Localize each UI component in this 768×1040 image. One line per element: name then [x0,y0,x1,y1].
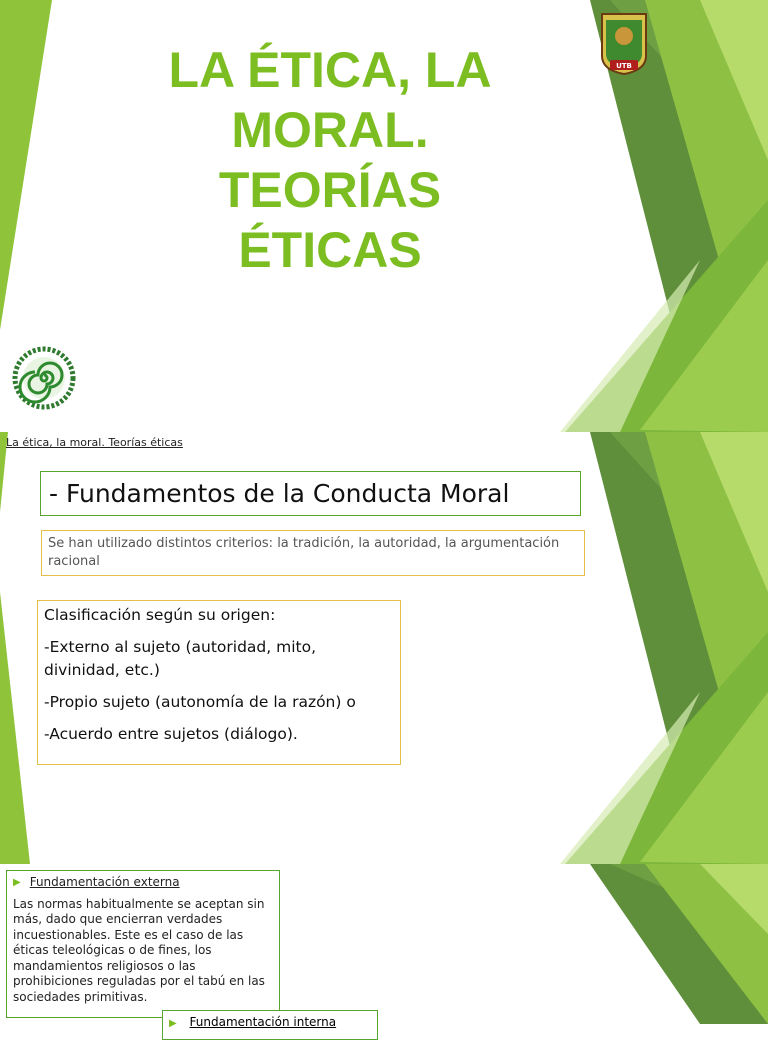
classification-item: -Acuerdo entre sujetos (diálogo). [44,725,298,743]
section-heading: - Fundamentos de la Conducta Moral [40,471,581,516]
institute-logo-icon [12,346,76,410]
title-line-1: LA ÉTICA, LA [168,42,492,98]
content-slide-3 [0,864,768,1029]
classification-item: -Propio sujeto (autonomía de la razón) o [44,693,356,711]
emblem-text: UTB [616,62,632,70]
bullet-triangle-icon: ▶ [13,877,21,888]
classification-box [37,600,401,765]
content-slide [0,432,768,864]
slide-footer: La ética, la moral. Teorías éticas [6,436,183,449]
external-foundation-card [6,870,280,1018]
classification-item: -Externo al sujeto (autoridad, mito, divinidad, etc.) [44,638,316,679]
classification-title: Clasificación según su origen: [44,606,276,624]
card-title: Fundamentación externa [29,875,180,889]
card-body: Las normas habitualmente se aceptan sin más, dado que encierran verdades incuestionables. Este es el caso de las éticas teleológicas o de fines, los mandamientos religiosos o las prohibiciones reguladas por el tabú en las sociedades primitivas. [13,896,265,1004]
slide-title [120,40,540,280]
criteria-text: Se han utilizado distintos criterios: la tradición, la autoridad, la argumentación racional [41,530,585,576]
title-slide [0,0,768,449]
internal-foundation-card [162,1010,378,1040]
university-emblem-icon [596,10,652,76]
title-line-3: TEORÍAS [218,162,442,218]
title-line-2: MORAL. [231,102,429,158]
card-title: Fundamentación interna [189,1015,337,1029]
title-line-4: ÉTICAS [238,222,422,278]
bullet-triangle-icon: ▶ [169,1018,177,1029]
